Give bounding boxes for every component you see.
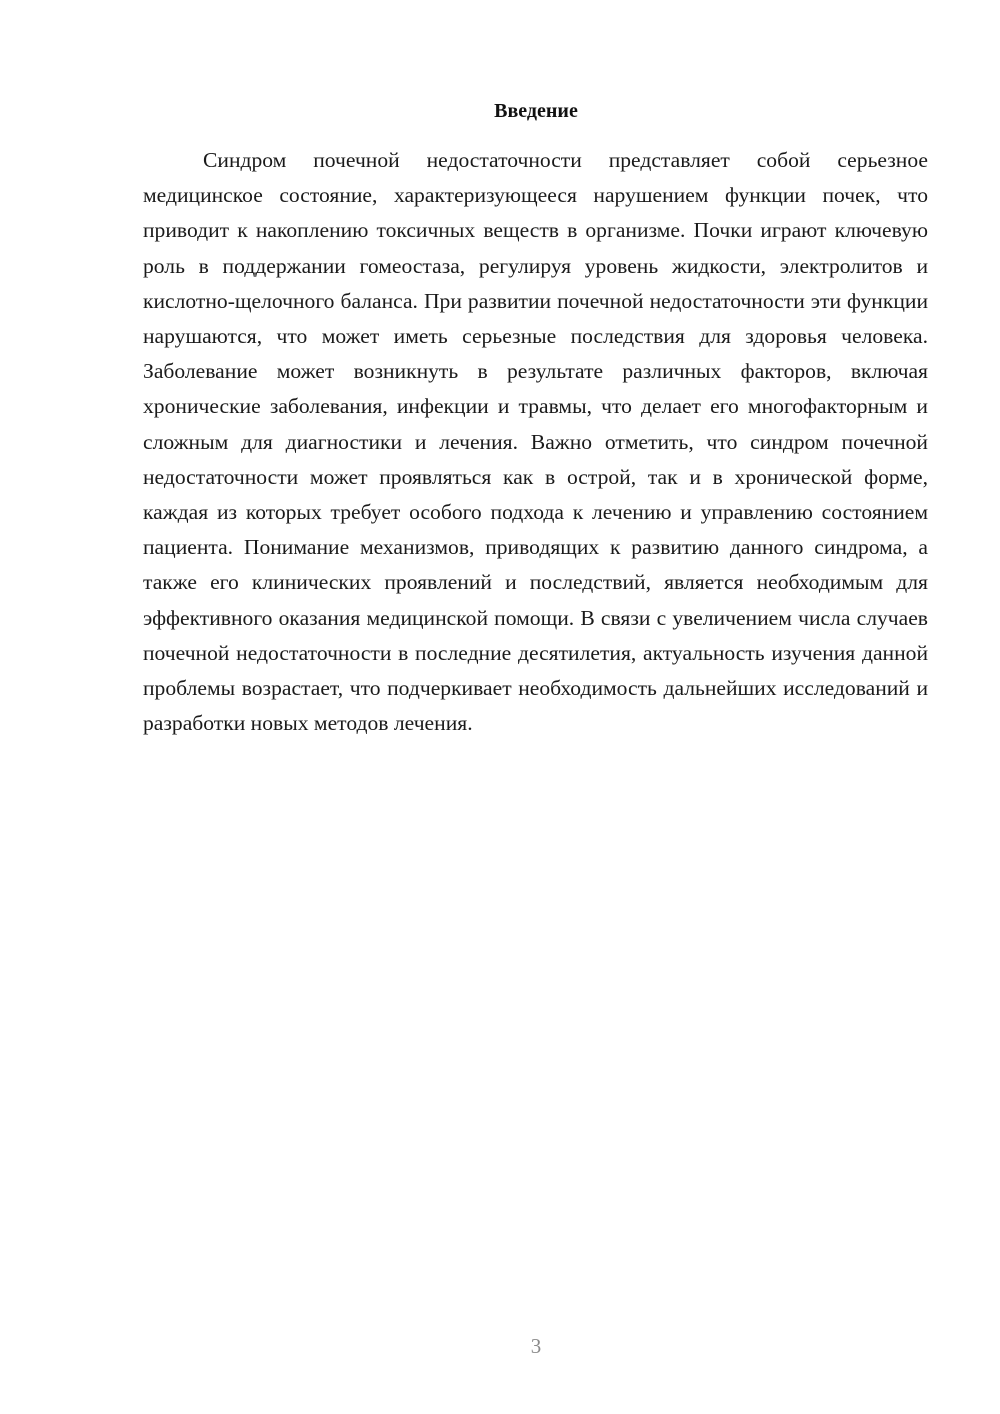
page-number: 3 — [530, 1334, 542, 1358]
section-heading: Введение — [494, 100, 578, 122]
body-paragraph: Синдром почечной недостаточности представляет собой серьезное медицинское состояние, характеризующееся нарушением функции почек, что приводит к накоплению токсичных веществ в организме. Почки играют ключевую роль в поддержании гомеостаза, регулируя уровень жидкости, электролитов и кислотно-щелочного баланса. При развитии почечной недостаточности эти функции нарушаются, что может иметь серьезные последствия для здоровья человека. Заболевание может возникнуть в результате различных факторов, включая хронические заболевания, инфекции и травмы, что делает его многофакторным и сложным для диагностики и лечения. Важно отметить, что синдром почечной недостаточности может проявляться как в острой, так и в хронической форме, каждая из которых требует особого подхода к лечению и управлению состоянием пациента. Понимание механизмов, приводящих к развитию данного синдрома, а также его клинических проявлений и последствий, является необходимым для эффективного оказания медицинской помощи. В связи с увеличением числа случаев почечной недостаточности в последние десятилетия, актуальность изучения данной проблемы возрастает, что подчеркивает необходимость дальнейших исследований и разработки новых методов лечения. — [143, 148, 928, 736]
